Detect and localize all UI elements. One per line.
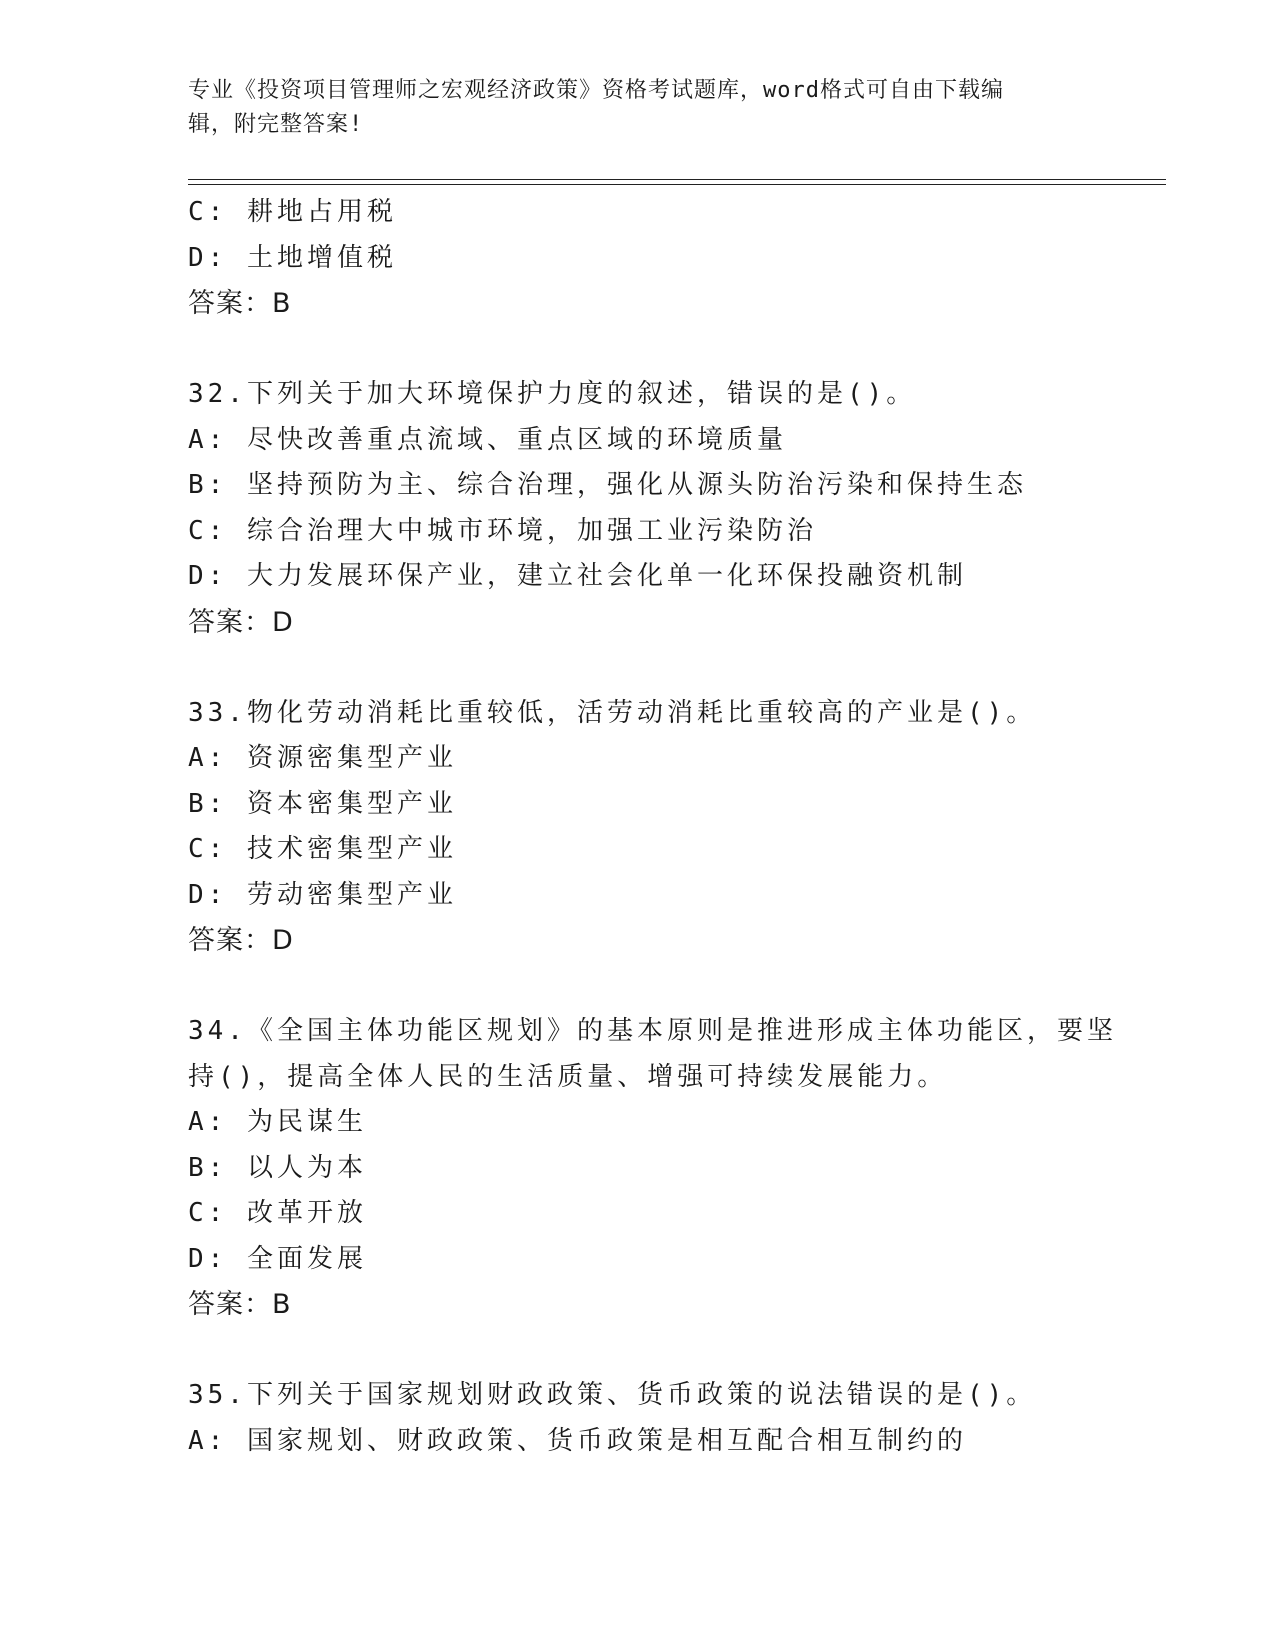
- document-header: [188, 74, 1068, 142]
- spacer: [188, 327, 1088, 373]
- question-34: [188, 1009, 1117, 1328]
- answer: 答案：D: [188, 925, 294, 956]
- spacer: [188, 645, 1088, 691]
- option-b: B: 资本密集型产业: [188, 788, 457, 819]
- spacer: [188, 964, 1088, 1010]
- question-list: [188, 190, 1117, 1464]
- option-d: D: 大力发展环保产业，建立社会化单一化环保投融资机制: [188, 561, 967, 591]
- option-a: A: 资源密集型产业: [188, 743, 457, 773]
- question-text-line-2: 持()，提高全体人民的生活质量、增强可持续发展能力。: [188, 1061, 948, 1092]
- option-a: A: 为民谋生: [188, 1107, 367, 1137]
- question-text-line-1: 34.《全国主体功能区规划》的基本原则是推进形成主体功能区，要坚: [188, 1016, 1117, 1046]
- option-c: C: 改革开放: [188, 1198, 367, 1228]
- header-line-1: 专业《投资项目管理师之宏观经济政策》资格考试题库，word格式可自由下载编: [188, 78, 1004, 103]
- question-35: [188, 1373, 1088, 1464]
- option-b: B: 坚持预防为主、综合治理，强化从源头防治污染和保持生态: [188, 470, 1027, 500]
- header-line-2: 辑，附完整答案!: [188, 112, 364, 137]
- answer: 答案：D: [188, 606, 294, 638]
- spacer: [188, 1328, 1088, 1374]
- header-divider-top: [188, 179, 1166, 180]
- answer: 答案：B: [188, 288, 292, 319]
- header-divider-bottom: [188, 184, 1166, 185]
- option-a: A: 国家规划、财政政策、货币政策是相互配合相互制约的: [188, 1425, 967, 1456]
- option-c: C: 综合治理大中城市环境，加强工业污染防治: [188, 515, 817, 546]
- question-31: [188, 190, 1088, 327]
- answer: 答案：B: [188, 1289, 292, 1320]
- question-text: 35.下列关于国家规划财政政策、货币政策的说法错误的是()。: [188, 1380, 1037, 1410]
- option-a: A: 尽快改善重点流域、重点区域的环境质量: [188, 424, 787, 455]
- question-text: 33.物化劳动消耗比重较低，活劳动消耗比重较高的产业是()。: [188, 697, 1037, 728]
- option-d: D: 全面发展: [188, 1243, 367, 1274]
- question-33: [188, 691, 1088, 964]
- question-text: 32.下列关于加大环境保护力度的叙述，错误的是()。: [188, 379, 917, 409]
- option-d: D: 土地增值税: [188, 242, 397, 273]
- question-32: [188, 372, 1088, 645]
- option-d: D: 劳动密集型产业: [188, 879, 457, 910]
- option-c: C: 耕地占用税: [188, 197, 397, 227]
- option-c: C: 技术密集型产业: [188, 834, 457, 864]
- option-b: B: 以人为本: [188, 1152, 367, 1183]
